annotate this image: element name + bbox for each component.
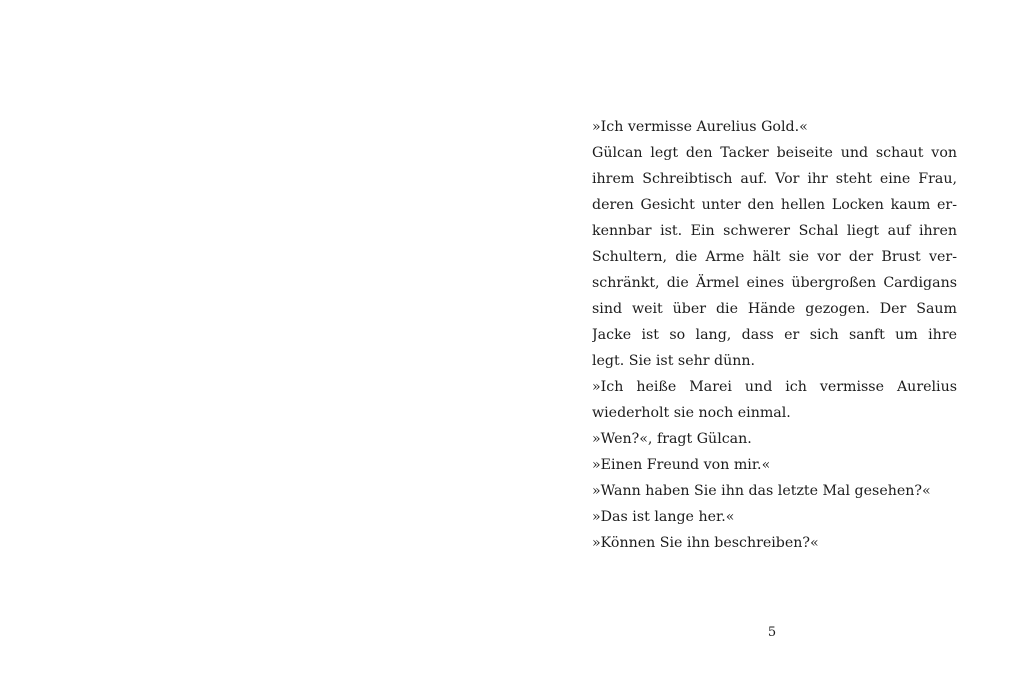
text-line: »Wann haben Sie ihn das letzte Mal gesehen?«	[592, 483, 931, 499]
body-text	[592, 114, 957, 556]
text-line: schränkt, die Ärmel eines übergroßen Cardigans	[592, 275, 957, 291]
text-line: »Ich vermisse Aurelius Gold.«	[592, 119, 808, 135]
page-number: 5	[767, 625, 777, 640]
text-line: legt. Sie ist sehr dünn.	[592, 353, 756, 369]
text-line: Gülcan legt den Tacker beiseite und schaut von	[592, 145, 957, 161]
text-line: kennbar ist. Ein schwerer Schal liegt auf ihren	[592, 223, 957, 239]
text-line: Jacke ist so lang, dass er sich sanft um ihre	[592, 327, 957, 343]
text-line: »Können Sie ihn beschreiben?«	[592, 535, 819, 551]
text-line: »Wen?«, fragt Gülcan.	[592, 431, 752, 447]
text-line: ihrem Schreibtisch auf. Vor ihr steht eine Frau,	[592, 171, 957, 187]
text-line: »Einen Freund von mir.«	[592, 457, 771, 473]
text-line: »Das ist lange her.«	[592, 509, 735, 525]
text-line: »Ich heiße Marei und ich vermisse Aurelius	[592, 379, 957, 395]
text-line: wiederholt sie noch einmal.	[592, 405, 791, 421]
text-line: deren Gesicht unter den hellen Locken kaum er-	[592, 197, 957, 213]
text-line: sind weit über die Hände gezogen. Der Saum	[592, 301, 957, 317]
text-line: Schultern, die Arme hält sie vor der Brust ver-	[592, 249, 957, 265]
